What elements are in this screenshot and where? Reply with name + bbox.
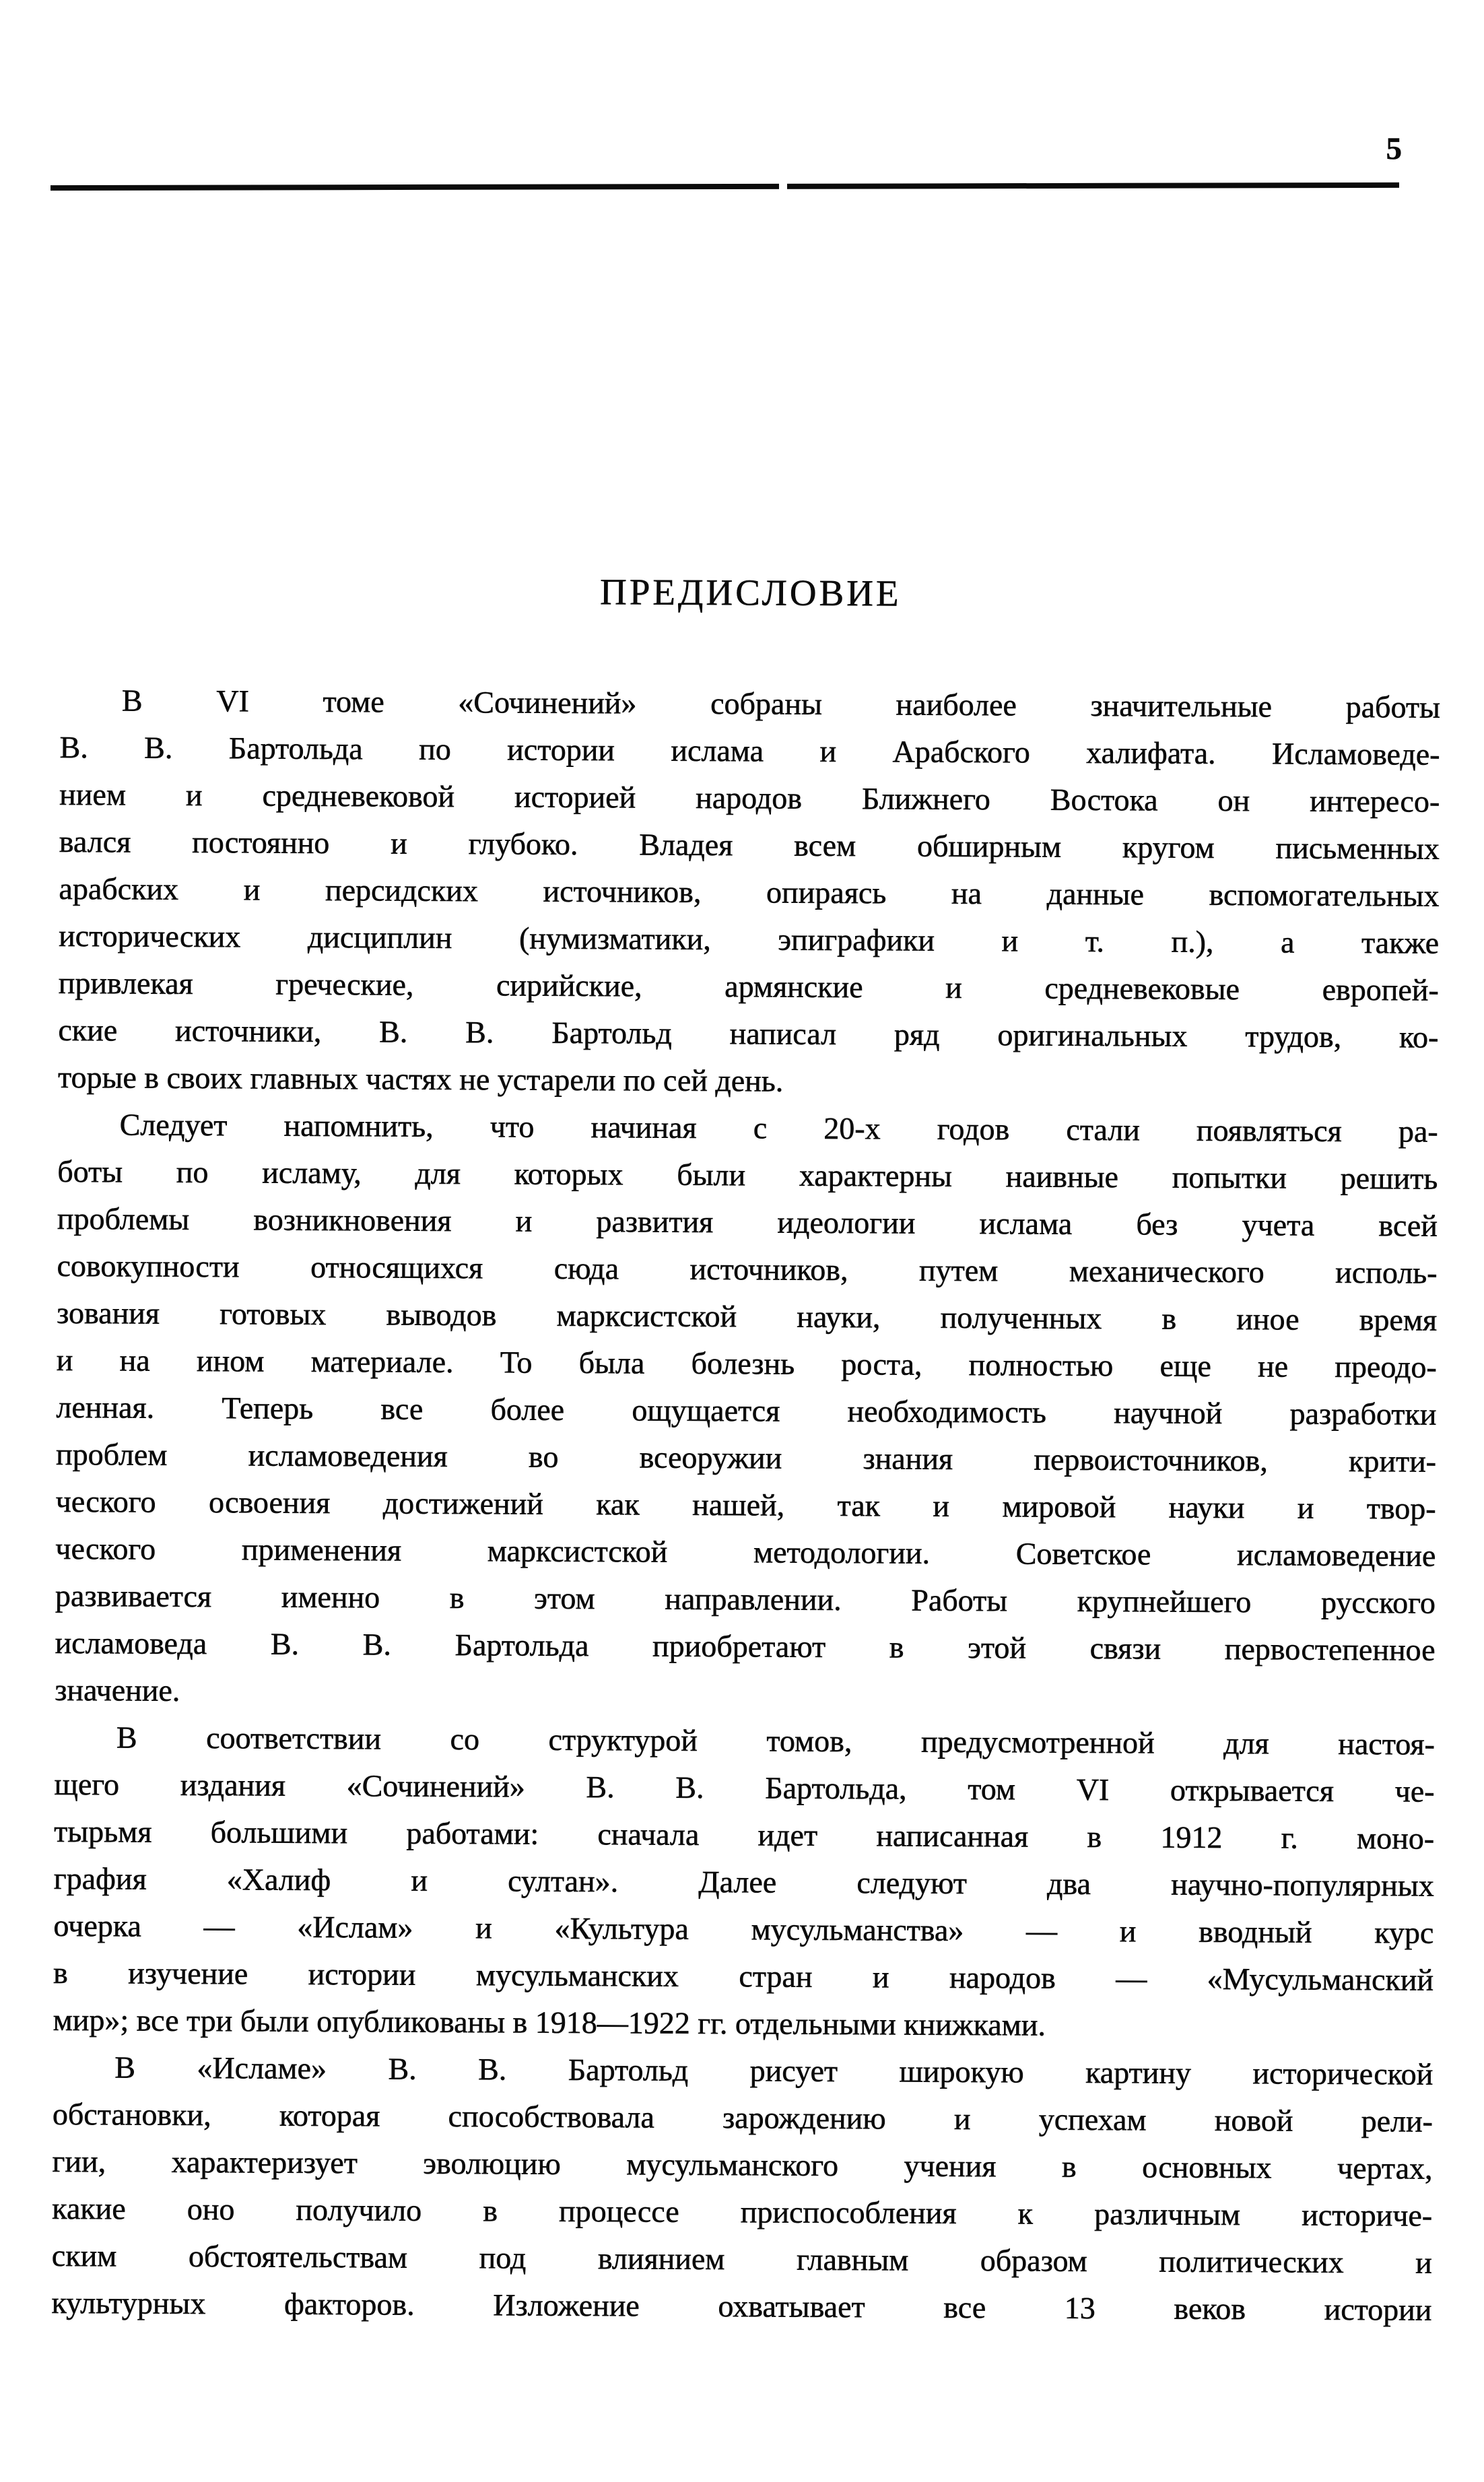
text-line: какие оно получило в процессе приспособления к различным историче-: [52, 2190, 1433, 2233]
text-line: ческого применения марксистской методологии. Советское исламоведение: [55, 1531, 1436, 1573]
text-line: ские источники, В. В. Бартольд написал ряд оригинальных трудов, ко-: [58, 1012, 1439, 1054]
text-line: гии, характеризует эволюцию мусульманского учения в основных чертах,: [52, 2143, 1433, 2186]
text-line: В. В. Бартольда по истории ислама и Арабского халифата. Исламоведе-: [59, 729, 1440, 772]
text-line: В VI томе «Сочинений» собраны наиболее значительные работы: [121, 683, 1441, 725]
text-line: развивается именно в этом направлении. Работы крупнейшего русского: [55, 1578, 1436, 1620]
text-line: В соответствии со структурой томов, предусмотренной для настоя-: [116, 1720, 1436, 1762]
text-line: графия «Халиф и султан». Далее следуют два научно-популярных: [53, 1860, 1434, 1903]
paragraph-3: [53, 1714, 1436, 2051]
page-title: ПРЕДИСЛОВИЕ: [599, 571, 902, 614]
text-line: исторических дисциплин (нумизматики, эпиграфики и т. п.), а также: [59, 918, 1440, 960]
text-line: обстановки, которая способствовала зарождению и успехам новой рели-: [52, 2096, 1434, 2139]
text-line: ческого освоения достижений как нашей, так и мировой науки и твор-: [55, 1483, 1436, 1526]
paragraph-4: [51, 2044, 1433, 2334]
text-line: вался постоянно и глубоко. Владея всем обширным кругом письменных: [59, 824, 1440, 866]
text-line: тырьмя большими работами: сначала идет написанная в 1912 г. моно-: [54, 1813, 1435, 1856]
paragraph-1: [58, 677, 1440, 1108]
text-line: в изучение истории мусульманских стран и народов — «Мусульманский: [53, 1955, 1434, 1997]
text-line: исламоведа В. В. Бартольда приобретают в этой связи первостепенное: [55, 1625, 1436, 1667]
text-line: совокупности относящихся сюда источников, путем механического исполь-: [57, 1248, 1438, 1290]
text-line: арабских и персидских источников, опираясь на данные вспомогательных: [59, 871, 1440, 913]
text-line: привлекая греческие, сирийские, армянские и средневековые европей-: [58, 965, 1439, 1007]
text-line: ленная. Теперь все более ощущается необходимость научной разработки: [56, 1389, 1437, 1432]
page-content: [51, 569, 1441, 2334]
page-number: 5: [1386, 131, 1402, 166]
text-line: и на ином материале. То была болезнь роста, полностью еще не преодо-: [56, 1342, 1437, 1384]
text-line: В «Исламе» В. В. Бартольд рисует широкую картину исторической: [114, 2050, 1434, 2091]
text-line: боты по исламу, для которых были характерны наивные попытки решить: [57, 1153, 1438, 1196]
text-line: очерка — «Ислам» и «Культура мусульманства» — и вводный курс: [53, 1908, 1434, 1950]
header-rule: [50, 182, 1399, 191]
text-line: культурных факторов. Изложение охватывает все 13 веков истории: [51, 2285, 1432, 2327]
text-line: зования готовых выводов марксистской науки, полученных в иное время: [57, 1295, 1438, 1337]
text-line: щего издания «Сочинений» В. В. Бартольда, том VI открывается че-: [54, 1766, 1435, 1809]
text-line: ским обстоятельствам под влиянием главным образом политических и: [51, 2238, 1432, 2280]
text-line: значение.: [55, 1672, 180, 1708]
text-line: Следует напомнить, что начиная с 20-х годов стали появляться ра-: [119, 1107, 1438, 1149]
text-line: мир»; все три были опубликованы в 1918—1922 гг. отдельными книжками.: [53, 2002, 1046, 2042]
text-line: проблем исламоведения во всеоружии знания первоисточников, крити-: [55, 1436, 1437, 1479]
text-line: торые в своих главных частях не устарели по сей день.: [57, 1059, 784, 1098]
text-line: проблемы возникновения и развития идеологии ислама без учета всей: [57, 1201, 1438, 1243]
text-line: нием и средневековой историей народов Ближнего Востока он интересо-: [59, 776, 1440, 819]
paragraph-2: [55, 1101, 1438, 1721]
